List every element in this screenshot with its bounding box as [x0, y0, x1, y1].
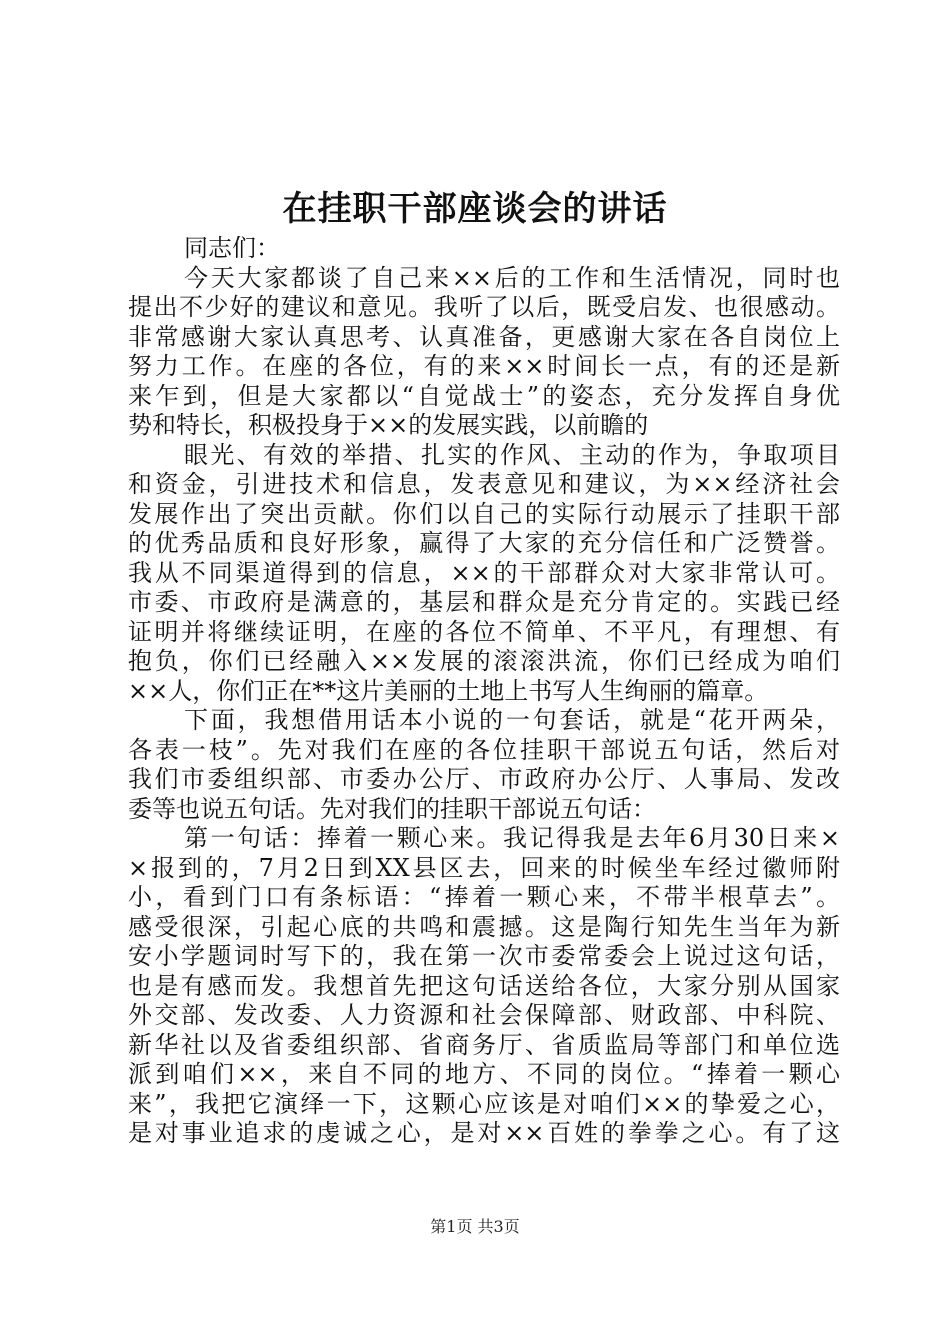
paragraph-3-line-4: 委等也说五句话。先对我们的挂职干部说五句话：	[128, 794, 656, 823]
salutation-line: 同志们：	[184, 234, 280, 262]
paragraph-3-line-2: 各表一枝”。先对我们在座的各位挂职干部说五句话，然后对	[128, 735, 840, 764]
paragraph-2-line-6: 市委、市政府是满意的，基层和群众是充分肯定的。实践已经	[128, 588, 840, 616]
paragraph-1-line-2: 提出不少好的建议和意见。我听了以后，既受启发、也很感动。	[128, 293, 840, 321]
paragraph-2-line-9: ××人，你们正在**这片美丽的土地上书写人生绚丽的篇章。	[128, 676, 769, 705]
paragraph-4-line-10: 来”，我把它演绎一下，这颗心应该是对咱们××的挚爱之心，	[128, 1089, 840, 1118]
paragraph-4-line-9: 派到咱们××，来自不同的地方、不同的岗位。“捧着一颗心	[128, 1060, 840, 1088]
paragraph-4-line-8: 新华社以及省委组织部、省商务厅、省质监局等部门和单位选	[128, 1030, 840, 1059]
paragraph-1-line-1: 今天大家都谈了自己来××后的工作和生活情况，同时也	[184, 263, 840, 292]
paragraph-1-line-5: 来乍到，但是大家都以“自觉战士”的姿态，充分发挥自身优	[128, 381, 840, 410]
document-body	[128, 234, 840, 1149]
paragraph-1-line-3: 非常感谢大家认真思考、认真准备，更感谢大家在各自岗位上	[128, 322, 840, 351]
paragraph-2-line-5: 我从不同渠道得到的信息，××的干部群众对大家非常认可。	[128, 558, 840, 587]
paragraph-1-line-4: 努力工作。在座的各位，有的来××时间长一点，有的还是新	[128, 352, 840, 380]
paragraph-3-line-3: 我们市委组织部、市委办公厅、市政府办公厅、人事局、发改	[128, 765, 840, 793]
paragraph-4-line-7: 外交部、发改委、人力资源和社会保障部、财政部、中科院、	[128, 1001, 840, 1029]
paragraph-4-line-3: 小，看到门口有条标语：“捧着一颗心来，不带半根草去”。	[128, 883, 840, 911]
paragraph-2-line-4: 的优秀品质和良好形象，赢得了大家的充分信任和广泛赞誉。	[128, 529, 840, 557]
paragraph-4-line-5: 安小学题词时写下的，我在第一次市委常委会上说过这句话，	[128, 942, 840, 970]
paragraph-4-line-4: 感受很深，引起心底的共鸣和震撼。这是陶行知先生当年为新	[128, 912, 840, 941]
paragraph-4-line-2: ×报到的，7月2日到XX县区去，回来的时候坐车经过徽师附	[128, 853, 840, 882]
paragraph-2-line-1: 眼光、有效的举措、扎实的作风、主动的作为，争取项目	[184, 440, 840, 469]
paragraph-2-line-3: 发展作出了突出贡献。你们以自己的实际行动展示了挂职干部	[128, 499, 840, 528]
paragraph-4-line-1: 第一句话：捧着一颗心来。我记得我是去年6月30日来×	[184, 824, 840, 852]
paragraph-1-line-6: 势和特长，积极投身于××的发展实践，以前瞻的	[128, 411, 649, 439]
paragraph-4-line-11: 是对事业追求的虔诚之心，是对××百姓的拳拳之心。有了这	[128, 1119, 840, 1147]
document-title: 在挂职干部座谈会的讲话	[282, 189, 668, 229]
paragraph-4-line-6: 也是有感而发。我想首先把这句话送给各位，大家分别从国家	[128, 971, 840, 1000]
paragraph-2-line-2: 和资金，引进技术和信息，发表意见和建议，为××经济社会	[128, 470, 840, 498]
paragraph-2-line-8: 抱负，你们已经融入××发展的滚滚洪流，你们已经成为咱们	[128, 647, 840, 675]
paragraph-2-line-7: 证明并将继续证明，在座的各位不简单、不平凡，有理想、有	[128, 617, 840, 646]
page-footer: 第1页 共3页	[430, 1217, 520, 1236]
paragraph-3-line-1: 下面，我想借用话本小说的一句套话，就是“花开两朵，	[184, 706, 840, 734]
